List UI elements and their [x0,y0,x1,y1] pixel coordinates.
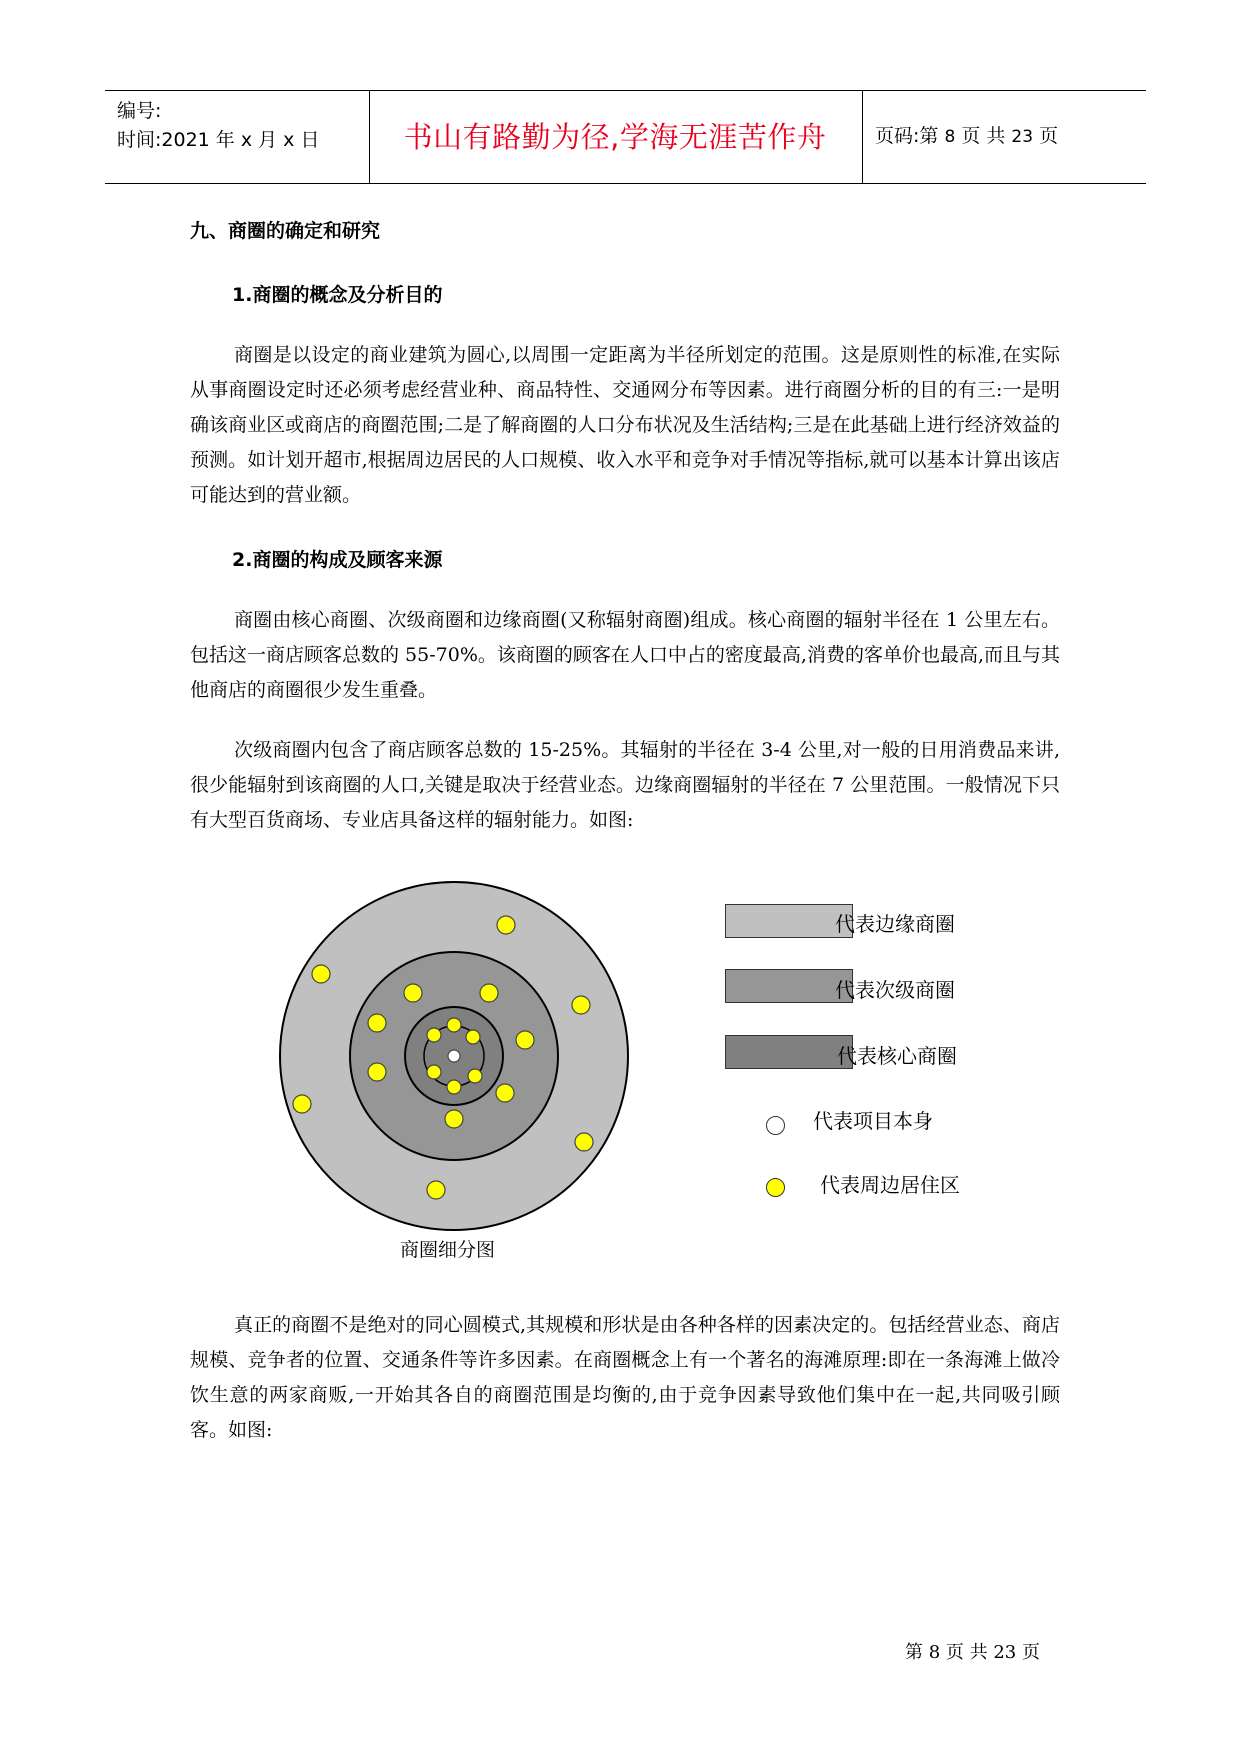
page-total: 23 [1011,127,1034,147]
header-page-number [875,121,1058,148]
residential-dot [427,1028,441,1042]
paragraph-2: 商圈由核心商圈、次级商圈和边缘商圈(又称辐射商圈)组成。核心商圈的辐射半径在 1 公里左右。包括这一商店顾客总数的 55-70%。该商圈的顾客在人口中占的密度最高,消费的客单价也最高,而且与其他商店的商圈很少发生重叠。 [190,609,1060,701]
paragraph-1: 商圈是以设定的商业建筑为圆心,以周围一定距离为半径所划定的范围。这是原则性的标准,在实际从事商圈设定时还必须考虑经营业种、商品特性、交通网分布等因素。进行商圈分析的目的有三:一是明确该商业区或商店的商圈范围;二是了解商圈的人口分布状况及生活结构;三是在此基础上进行经济效益的预测。如计划开超市,根据周边居民的人口规模、收入水平和竞争对手情况等指标,就可以基本计算出该店可能达到的营业额。 [190,344,1060,506]
header-meta [117,97,319,155]
legend-swatch-inner [725,1035,853,1069]
header-motto: 书山有路勤为径,学海无涯苦作舟 [403,120,827,154]
residential-dot [445,1110,463,1128]
residential-dot [575,1133,593,1151]
residential-dot [447,1018,461,1032]
page-suffix: 页 [1039,125,1059,147]
residential-dot [404,984,422,1002]
subsection-title-2: 2.商圈的构成及顾客来源 [232,549,443,571]
residential-dot [447,1080,461,1094]
diagram-caption: 商圈细分图 [400,1239,496,1261]
concentric-rings-figure [270,880,630,1240]
header-divider-right [862,91,863,183]
residential-dot [572,996,590,1014]
residential-dot [497,916,515,934]
residential-dot [480,984,498,1002]
page-header [105,90,1146,184]
residential-dot [468,1069,482,1083]
legend-label-residential: 代表周边居住区 [820,1173,960,1197]
legend-swatch-outer [725,904,853,938]
residential-dot [368,1014,386,1032]
residential-dot [496,1084,514,1102]
legend-label-outer: 代表边缘商圈 [835,912,955,936]
legend-swatch-middle [725,969,853,1003]
paragraph-3: 次级商圈内包含了商店顾客总数的 15-25%。其辐射的半径在 3-4 公里,对一般的日用消费品来讲,很少能辐射到该商圈的人口,关键是取决于经营业态。边缘商圈辐射的半径在 7 公里范围。一般情况下只有大型百货商场、专业店具备这样的辐射能力。如图: [190,739,1060,831]
residential-dot [516,1031,534,1049]
paragraph-4: 真正的商圈不是绝对的同心圆模式,其规模和形状是由各种各样的因素决定的。包括经营业态、商店规模、竞争者的位置、交通条件等许多因素。在商圈概念上有一个著名的海滩原理:即在一条海滩上做冷饮生意的两家商贩,一开始其各自的商圈范围是均衡的,由于竞争因素导致他们集中在一起,共同吸引顾客。如图: [190,1314,1060,1441]
residential-dot [427,1065,441,1079]
legend-label-middle: 代表次级商圈 [835,978,955,1002]
page-current: 8 [944,127,956,147]
header-time: 时间:2021 年 x 月 x 日 [117,129,320,151]
residential-dot [293,1095,311,1113]
page-footer: 第 8 页 共 23 页 [905,1642,1040,1663]
legend-label-inner: 代表核心商圈 [837,1044,957,1068]
subsection-title-1: 1.商圈的概念及分析目的 [232,284,443,306]
trade-area-diagram [270,880,1030,1270]
legend-dot-residential [766,1178,785,1197]
residential-dot [368,1063,386,1081]
page-mid: 页 共 [961,125,1006,147]
legend-dot-project [766,1116,785,1135]
residential-dot [312,965,330,983]
residential-dot [427,1181,445,1199]
header-number: 编号: [117,100,162,122]
page-prefix: 页码:第 [875,125,939,147]
residential-dot [466,1030,480,1044]
section-title: 九、商圈的确定和研究 [190,220,381,242]
legend-label-project: 代表项目本身 [813,1109,933,1133]
project-center-dot [448,1050,460,1062]
